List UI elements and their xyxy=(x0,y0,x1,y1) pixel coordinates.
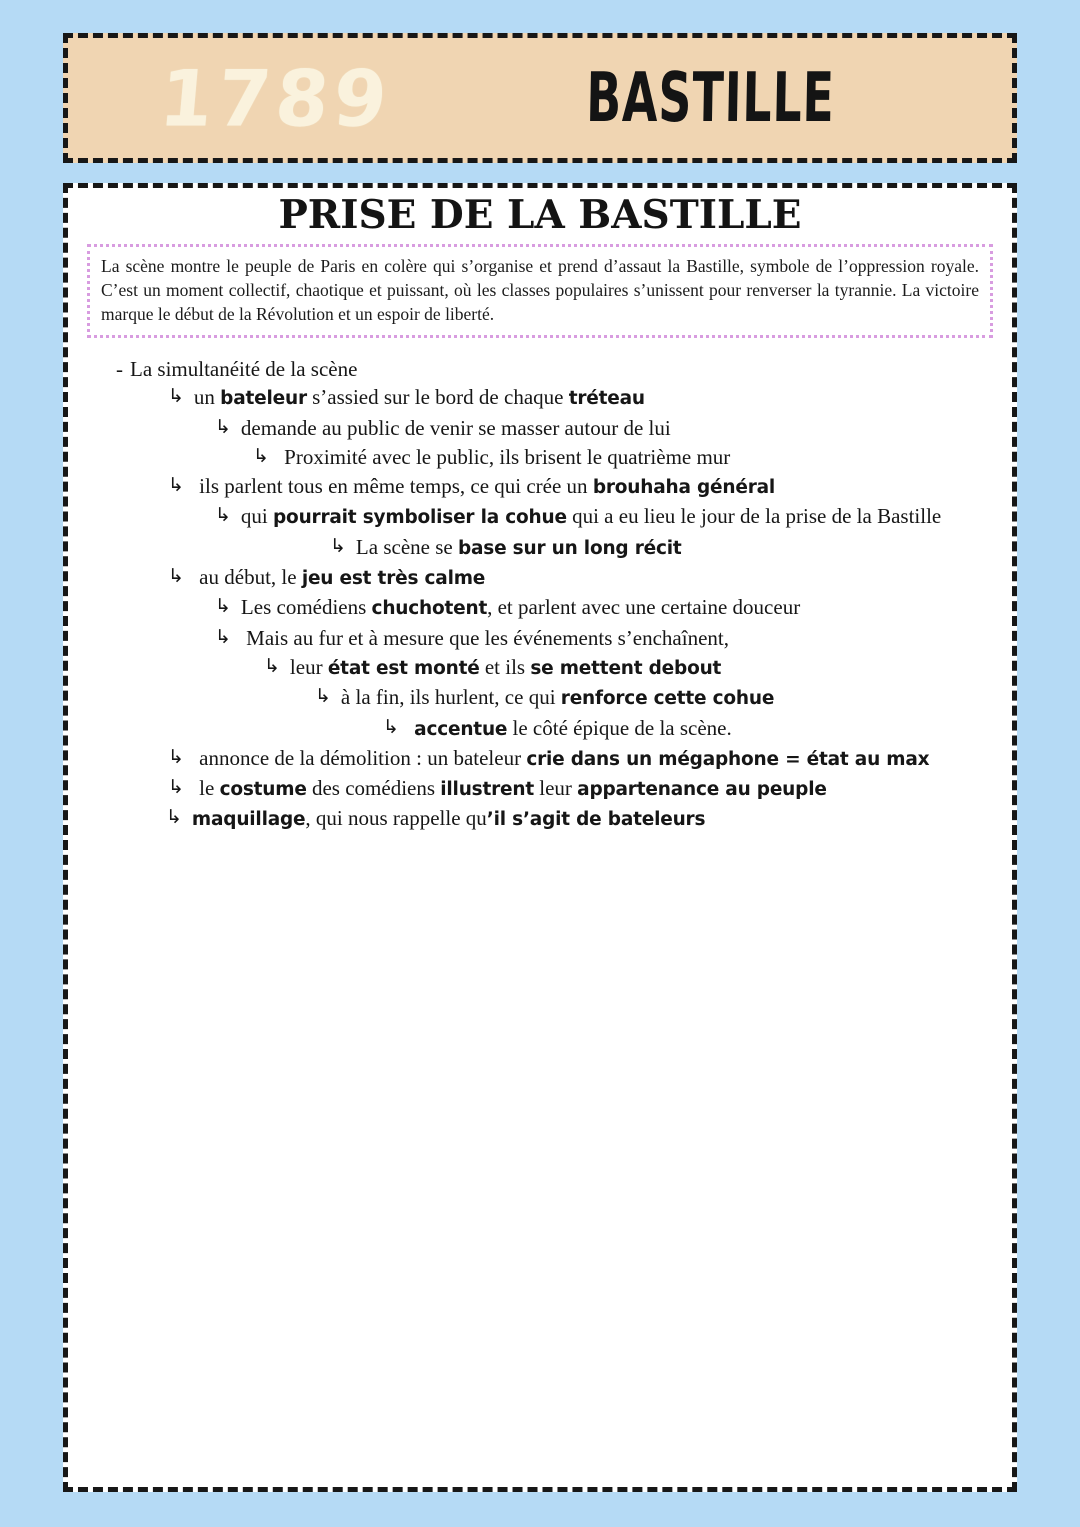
note-line xyxy=(330,533,1012,563)
note-text: au début, le xyxy=(193,565,302,590)
note-line xyxy=(168,383,1012,413)
note-text: leur xyxy=(289,654,328,679)
note-text: à la fin, ils hurlent, ce qui xyxy=(340,685,561,710)
note-text: costume xyxy=(219,779,307,801)
note-line xyxy=(166,804,1012,834)
note-text: appartenance au peuple xyxy=(577,779,827,801)
note-line xyxy=(215,414,1012,443)
note-text: crie dans un mégaphone = état au max xyxy=(526,748,930,770)
branch-arrow-icon: ↳ xyxy=(166,806,182,829)
note-text: état est monté xyxy=(327,657,480,679)
note-text: le xyxy=(193,776,220,801)
note-text: chuchotent xyxy=(371,598,488,620)
header-banner xyxy=(63,33,1017,163)
note-line xyxy=(168,472,1012,502)
note-text: un xyxy=(193,385,221,410)
page-title: PRISE DE LA BASTILLE xyxy=(278,192,802,238)
note-text: La scène se xyxy=(355,534,458,559)
note-text: brouhaha général xyxy=(592,477,776,499)
branch-arrow-icon: ↳ xyxy=(168,565,184,588)
note-text: jeu est très calme xyxy=(301,568,486,590)
branch-arrow-icon: ↳ xyxy=(168,776,184,799)
note-text: le côté épique de la scène. xyxy=(507,715,732,740)
note-text: renforce cette cohue xyxy=(560,688,775,710)
note-line xyxy=(168,563,1012,593)
note-text: annonce de la démolition : un bateleur xyxy=(193,745,527,770)
note-text: des comédiens xyxy=(306,776,441,801)
note-text: Mais au fur et à mesure que les événements s’enchaînent, xyxy=(240,625,729,650)
note-text: ils parlent tous en même temps, ce qui crée un xyxy=(193,474,593,499)
note-text: se mettent debout xyxy=(530,657,722,679)
note-text: illustrent xyxy=(440,779,534,801)
banner-year: 1789 xyxy=(156,52,396,144)
note-text: , qui nous rappelle qu xyxy=(305,806,487,831)
note-text: Proximité avec le public, ils brisent le quatrième mur xyxy=(278,444,731,469)
note-text: demande au public de venir se masser autour de lui xyxy=(240,415,671,440)
notes-card xyxy=(63,183,1017,1492)
note-line xyxy=(253,443,1012,472)
note-text: leur xyxy=(534,776,578,801)
note-line xyxy=(215,624,1012,653)
note-text: , et parlent avec une certaine douceur xyxy=(487,595,801,620)
note-text: La simultanéité de la scène xyxy=(130,357,358,381)
branch-arrow-icon: ↳ xyxy=(215,415,231,438)
note-line xyxy=(315,683,1012,713)
note-text: tréteau xyxy=(568,388,645,410)
note-text: pourrait symboliser la cohue xyxy=(273,507,567,529)
branch-arrow-icon: ↳ xyxy=(264,654,280,677)
note-text: ’il s’agit de bateleurs xyxy=(486,809,706,831)
dash-bullet: - xyxy=(116,357,123,381)
note-line xyxy=(383,714,1012,744)
branch-arrow-icon: ↳ xyxy=(253,444,269,467)
intro-paragraph: La scène montre le peuple de Paris en colère qui s’organise et prend d’assaut la Bastille, symbole de l’oppression royale. C’est un moment collectif, chaotique et puissant, où les classes populaires s’unissent pour renverser la tyrannie. La victoire marque le début de la Révolution et un espoir de liberté. xyxy=(87,244,993,338)
branch-arrow-icon: ↳ xyxy=(330,534,346,557)
branch-arrow-icon: ↳ xyxy=(215,504,231,527)
branch-arrow-icon: ↳ xyxy=(383,715,399,738)
branch-arrow-icon: ↳ xyxy=(168,474,184,497)
note-line xyxy=(168,744,1012,774)
note-line xyxy=(215,502,1012,532)
note-line xyxy=(264,653,1012,683)
notes-list xyxy=(116,355,1012,835)
note-line xyxy=(168,774,1012,804)
branch-arrow-icon: ↳ xyxy=(215,625,231,648)
note-text: bateleur xyxy=(220,388,307,410)
note-text: accentue xyxy=(414,718,508,740)
note-text: maquillage xyxy=(191,809,306,831)
branch-arrow-icon: ↳ xyxy=(168,385,184,408)
note-line xyxy=(215,593,1012,623)
banner-title: BASTILLE xyxy=(585,58,836,138)
note-text: et ils xyxy=(479,654,531,679)
note-text: qui a eu lieu le jour de la prise de la Bastille xyxy=(566,504,942,529)
branch-arrow-icon: ↳ xyxy=(315,685,331,708)
note-text: base sur un long récit xyxy=(457,537,682,559)
branch-arrow-icon: ↳ xyxy=(215,595,231,618)
branch-arrow-icon: ↳ xyxy=(168,745,184,768)
note-text: qui xyxy=(240,504,274,529)
note-line xyxy=(116,355,1012,383)
note-text: s’assied sur le bord de chaque xyxy=(306,385,569,410)
note-text: Les comédiens xyxy=(240,595,372,620)
